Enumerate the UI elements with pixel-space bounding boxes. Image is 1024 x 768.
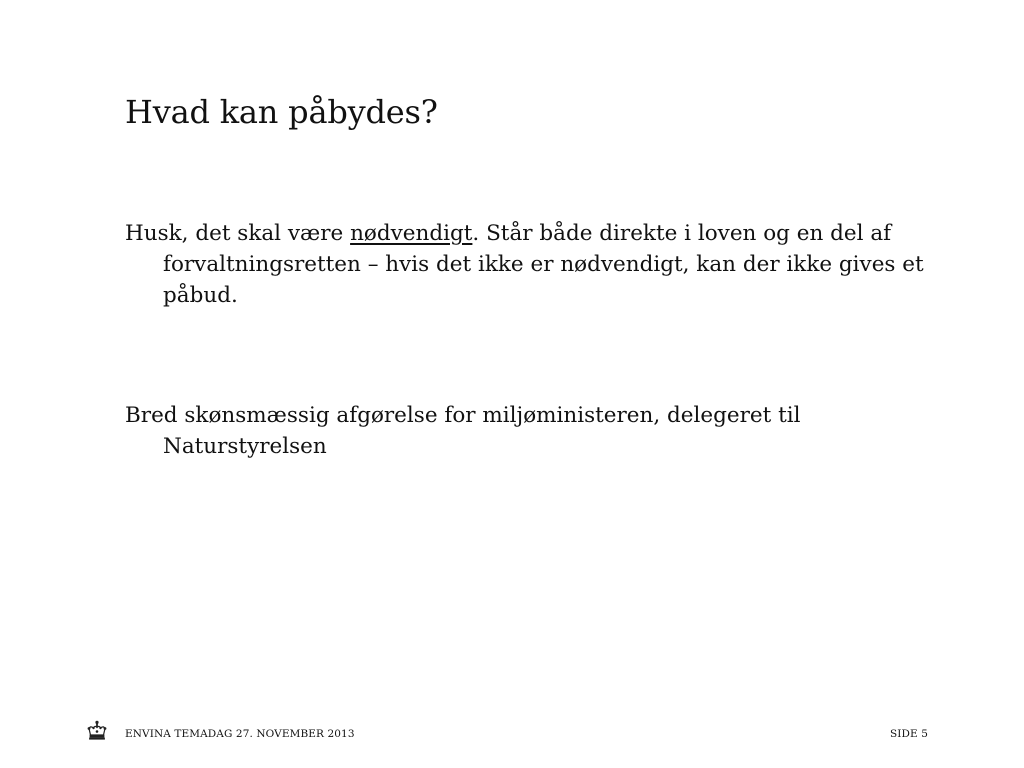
slide-title: Hvad kan påbydes?	[125, 93, 438, 131]
slide-body	[125, 218, 925, 462]
footer-event-label: ENVINA TEMADAG 27. NOVEMBER 2013	[125, 728, 355, 740]
underlined-term: nødvendigt	[350, 221, 473, 246]
page-number: SIDE 5	[889, 728, 928, 740]
crown-icon	[86, 720, 108, 742]
body-paragraph-discretion: Bred skønsmæssig afgørelse for miljøministeren, delegeret til Naturstyrelsen	[125, 403, 801, 459]
footer	[0, 718, 1024, 752]
body-paragraph-necessity	[125, 218, 925, 311]
paragraph-text-end: . Står både direkte i loven og en del af forvaltningsretten – hvis det ikke er nødvendigt, kan der ikke gives et påbud.	[163, 221, 924, 308]
paragraph-text-start: Husk, det skal være	[125, 221, 351, 246]
